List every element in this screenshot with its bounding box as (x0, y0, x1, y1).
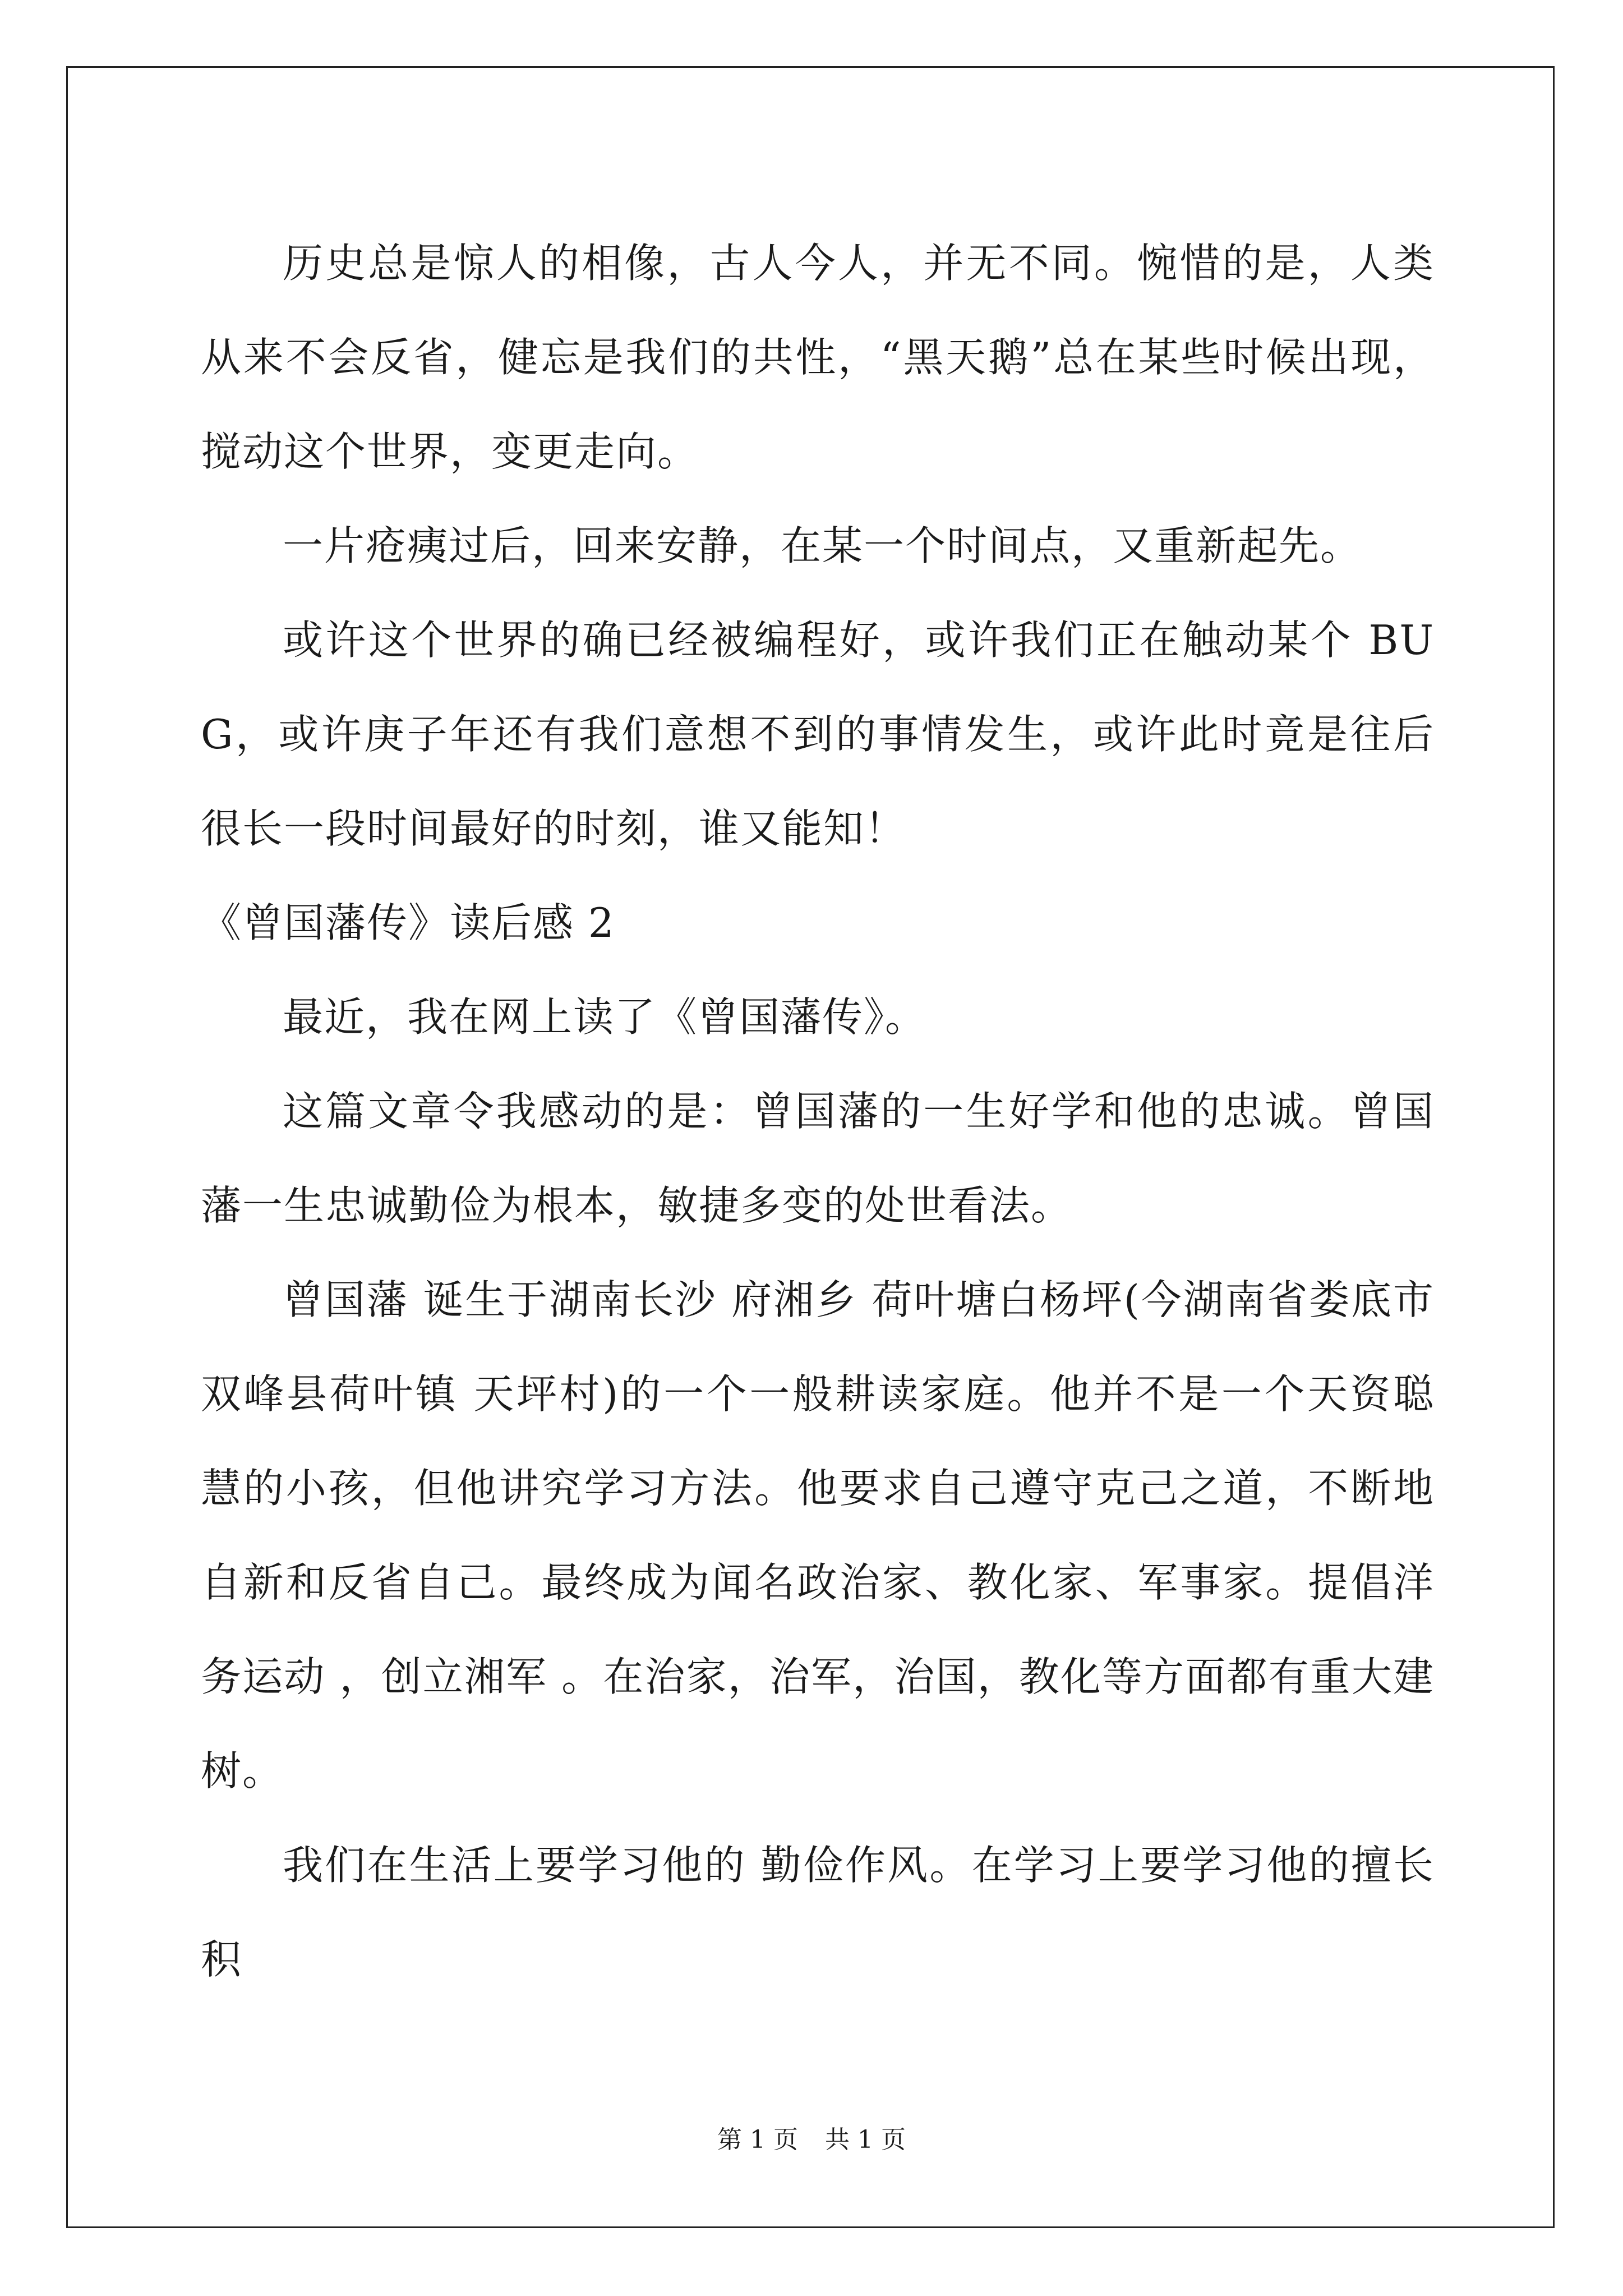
section-paragraph-3: 曾国藩 诞生于湖南长沙 府湘乡 荷叶塘白杨坪(今湖南省娄底市双峰县荷叶镇 天坪村)的一个一般耕读家庭。他并不是一个天资聪慧的小孩，但他讲究学习方法。他要求自己遵守克己之道，不断地自新和反省自己。最终成为闻名政治家、教化家、军事家。提倡洋务运动 ，创立湘军 。在治家，治军，治国，教化等方面都有重大建树。 (201, 1276, 1435, 1795)
paragraph-1: 历史总是惊人的相像，古人今人，并无不同。惋惜的是，人类从来不会反省，健忘是我们的共性，“黑天鹅”总在某些时候出现，搅动这个世界，变更走向。 (201, 240, 1435, 475)
page-total: 共 1 页 (825, 2125, 906, 2154)
section-heading: 《曾国藩传》读后感 2 (201, 899, 615, 946)
page-footer (0, 2123, 1623, 2157)
section-paragraph-4: 我们在生活上要学习他的 勤俭作风。在学习上要学习他的擅长积 (201, 1842, 1435, 1983)
section-paragraph-1: 最近，我在网上读了《曾国藩传》。 (283, 993, 927, 1041)
page-number: 第 1 页 (717, 2125, 798, 2154)
document-body (201, 216, 1435, 2007)
section-paragraph-2: 这篇文章令我感动的是：曾国藩的一生好学和他的忠诚。曾国藩一生忠诚勤俭为根本，敏捷多变的处世看法。 (201, 1088, 1435, 1229)
paragraph-2: 一片疮痍过后，回来安静，在某一个时间点，又重新起先。 (283, 522, 1362, 569)
paragraph-3: 或许这个世界的确已经被编程好，或许我们正在触动某个 BUG，或许庚子年还有我们意想不到的事情发生，或许此时竟是往后很长一段时间最好的时刻，谁又能知！ (201, 616, 1435, 852)
